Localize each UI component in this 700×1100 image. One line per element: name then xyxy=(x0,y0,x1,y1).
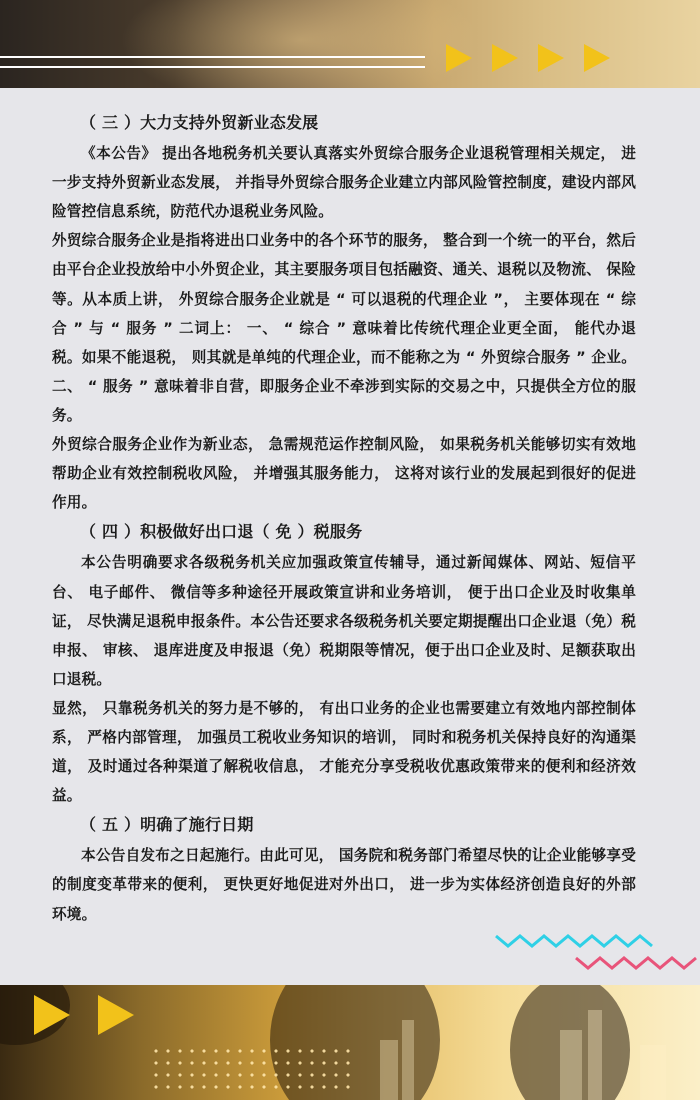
arrow-right-icon xyxy=(492,44,518,72)
section-heading: （ 三 ）大力支持外贸新业态发展 xyxy=(80,113,319,132)
footer-dot-pattern xyxy=(150,1045,350,1095)
body-paragraph: 本公告自发布之日起施行。由此可见， 国务院和税务部门希望尽快的让企业能够享受的制度变革带来的便利， 更快更好地促进对外出口， 进一步为实体经济创造良好的外部环境。 xyxy=(52,847,636,923)
body-paragraph: 外贸综合服务企业是指将进出口业务中的各个环节的服务， 整合到一个统一的平台，然后由平台企业投放给中小外贸企业，其主要服务项目包括融资、通关、退税以及物流、 保险等。从本质上讲， 外贸综合服务企业就是 “ 可以退税的代理企业 ”， 主要体现在 “ 综合 ” 与 “ 服务 ” 二词上： 一、 “ 综合 ” 意味着比传统代理企业更全面， 能代办退税。如果不能退税， 则其就是单纯的代理企业，而不能称之为 “ 外贸综合服务 ” 企业。二、 “ 服务 ” 意味着非自营，即服务企业不牵涉到实际的交易之中，只提供全方位的服务。 xyxy=(52,232,636,424)
header-rule-lower xyxy=(0,66,425,68)
zigzag-cyan xyxy=(496,936,652,946)
section-heading: （ 四 ）积极做好出口退（ 免 ）税服务 xyxy=(80,522,363,542)
header-banner xyxy=(0,0,700,88)
zigzag-decoration xyxy=(492,930,700,978)
body-paragraph: 显然， 只靠税务机关的努力是不够的， 有出口业务的企业也需要建立有效地内部控制体系， 严格内部管理， 加强员工税收业务知识的培训， 同时和税务机关保持良好的沟通渠道， 及时通过各种渠道了解税收信息， 才能充分享受税收优惠政策带来的便利和经济效益。 xyxy=(52,699,636,805)
footer-building xyxy=(640,1045,666,1100)
arrow-right-icon xyxy=(538,44,564,72)
section-heading: （ 五 ）明确了施行日期 xyxy=(80,815,254,835)
banner-glow xyxy=(120,0,480,88)
article-body xyxy=(52,108,636,929)
footer-arrows xyxy=(34,995,134,1035)
footer-building xyxy=(560,1030,582,1100)
header-arrows xyxy=(446,44,610,72)
body-paragraph: 《本公告》 提出各地税务机关要认真落实外贸综合服务企业退税管理相关规定， 进一步支持外贸新业态发展， 并指导外贸综合服务企业建立内部风险管控制度，建设内部风险管控信息系统，防范代办退税业务风险。 xyxy=(52,145,636,221)
arrow-right-icon xyxy=(584,44,610,72)
footer-building xyxy=(588,1010,602,1100)
arrow-right-icon xyxy=(446,44,472,72)
footer-banner xyxy=(0,985,700,1100)
zigzag-pink xyxy=(576,958,696,968)
footer-building xyxy=(402,1020,414,1100)
header-rule-upper xyxy=(0,56,425,58)
arrow-right-icon xyxy=(34,995,70,1035)
body-paragraph: 外贸综合服务企业作为新业态， 急需规范运作控制风险， 如果税务机关能够切实有效地帮助企业有效控制税收风险， 并增强其服务能力， 这将对该行业的发展起到很好的促进作用。 xyxy=(52,436,636,512)
footer-building xyxy=(380,1040,398,1100)
body-paragraph: 本公告明确要求各级税务机关应加强政策宣传辅导，通过新闻媒体、网站、短信平台、 电子邮件、 微信等多种途径开展政策宣讲和业务培训， 便于出口企业及时收集单证， 尽快满足退税申报条件。本公告还要求各级税务机关要定期提醒出口企业退（免）税申报、 审核、 退库进度及申报退（免）税期限等情况，便于出口企业及时、足额获取出口退税。 xyxy=(52,554,636,688)
arrow-right-icon xyxy=(98,995,134,1035)
